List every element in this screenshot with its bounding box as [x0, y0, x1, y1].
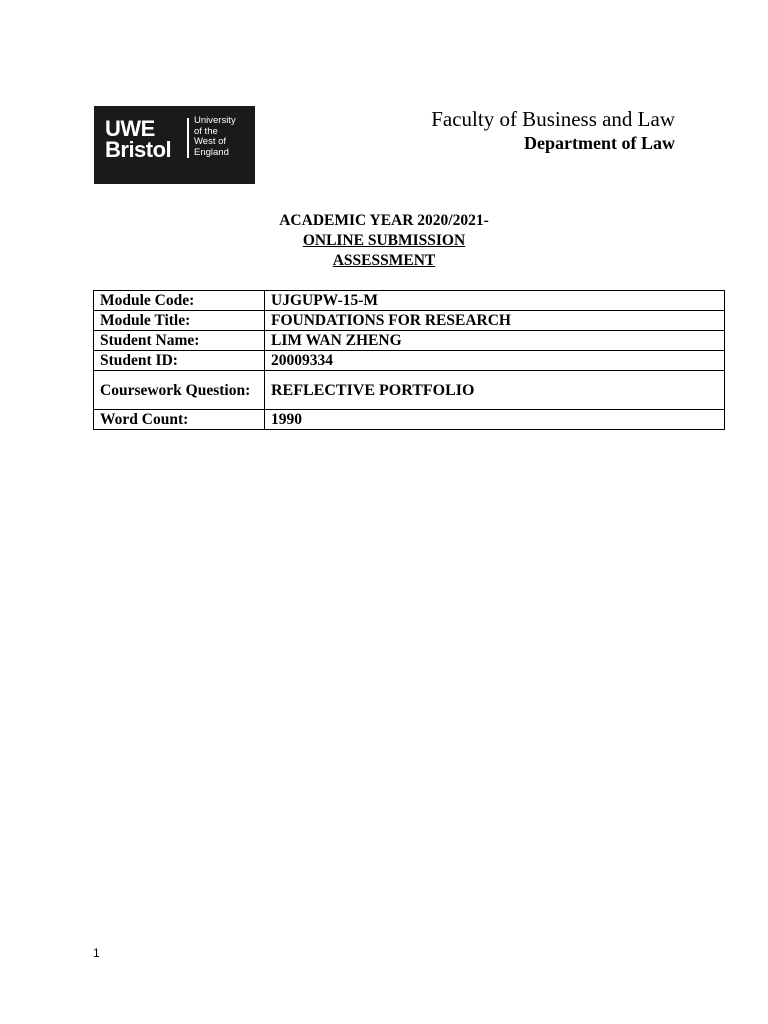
student-id-label: Student ID: [94, 351, 265, 371]
word-count-label: Word Count: [94, 410, 265, 430]
word-count-value: 1990 [265, 410, 725, 430]
module-code-label: Module Code: [94, 291, 265, 311]
academic-year-heading: ACADEMIC YEAR 2020/2021- [279, 212, 489, 229]
module-title-label: Module Title: [94, 311, 265, 331]
logo-small-line: University [194, 115, 236, 126]
table-row [94, 311, 725, 331]
table-row [94, 371, 725, 410]
logo-divider [187, 118, 189, 158]
coursework-question-label: Coursework Question: [94, 371, 265, 410]
table-row [94, 291, 725, 311]
table-row [94, 351, 725, 371]
logo-small-line: West of [194, 136, 227, 147]
page-number: 1 [93, 946, 100, 960]
table-row [94, 331, 725, 351]
student-name-value: LIM WAN ZHENG [265, 331, 725, 351]
logo-small-line: of the [194, 125, 218, 137]
online-submission-heading: ONLINE SUBMISSION [302, 232, 466, 249]
logo-word-bristol: Bristol [105, 137, 172, 162]
assessment-heading: ASSESSMENT [332, 252, 436, 269]
coursework-question-value: REFLECTIVE PORTFOLIO [265, 371, 725, 410]
student-name-label: Student Name: [94, 331, 265, 351]
student-id-value: 20009334 [265, 351, 725, 371]
module-code-value: UJGUPW-15-M [265, 291, 725, 311]
coursework-details-table [93, 290, 725, 430]
module-title-value: FOUNDATIONS FOR RESEARCH [265, 311, 725, 331]
faculty-title: Faculty of Business and Law [431, 107, 675, 131]
department-title: Department of Law [524, 133, 675, 153]
logo-small-line: England [194, 146, 229, 158]
table-row [94, 410, 725, 430]
uwe-bristol-logo [94, 106, 255, 184]
logo-word-uwe: UWE [105, 116, 155, 141]
logo-university-name [194, 116, 236, 158]
